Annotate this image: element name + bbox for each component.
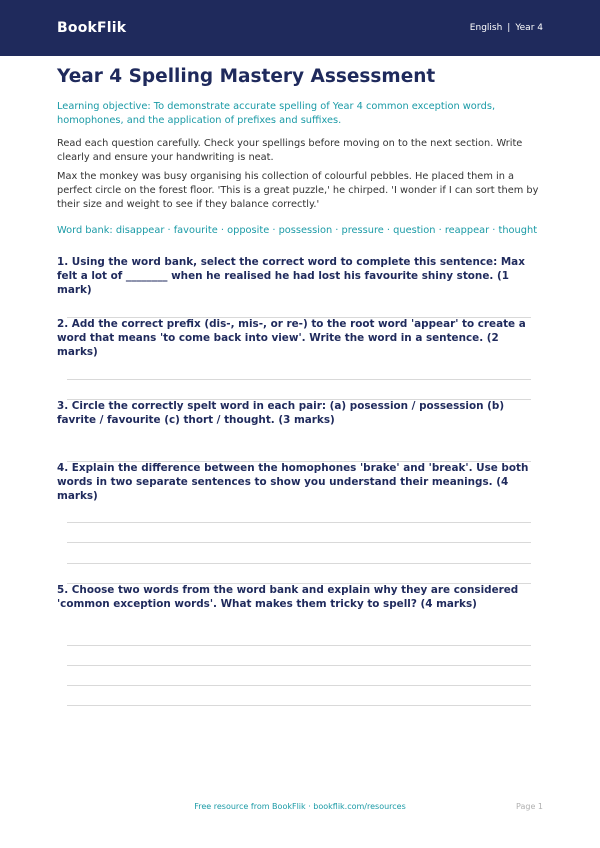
instructions-text: Read each question carefully. Check your spellings before moving on to the next section. Write clearly and ensure your handwriting is neat. <box>57 138 523 163</box>
page-title: Year 4 Spelling Mastery Assessment <box>57 66 436 87</box>
reading-passage: Max the monkey was busy organising his collection of colourful pebbles. He placed them in a perfect circle on the forest floor. 'This is a great puzzle,' he chirped. 'I wonder if I can sort them by their size and weight to see if they balance correctly.' <box>57 171 539 210</box>
year-label: Year 4 <box>515 23 543 33</box>
answer-line[interactable] <box>67 542 531 543</box>
question-3: 3. Circle the correctly spelt word in each pair: (a) posession / possession (b) favrite / favourite (c) thort / thought. (3 marks) <box>57 400 505 426</box>
answer-line[interactable] <box>67 665 531 666</box>
brand-logo[interactable]: BookFlik <box>57 20 127 36</box>
question-5: 5. Choose two words from the word bank and explain why they are considered 'common exception words'. What makes them tricky to spell? (4 marks) <box>57 584 519 610</box>
learning-objective: Learning objective: To demonstrate accurate spelling of Year 4 common exception words, homophones, and the application of prefixes and suffixes. <box>57 101 496 126</box>
word-bank: Word bank: disappear · favourite · opposite · possession · pressure · question · reappear · thought <box>57 225 538 236</box>
answer-line[interactable] <box>67 563 531 564</box>
subject-label: English <box>469 23 503 33</box>
subject-year-label <box>470 23 543 33</box>
page-number: Page 1 <box>516 802 543 811</box>
question-4: 4. Explain the difference between the homophones 'brake' and 'break'. Use both words in two separate sentences to show you understand their meanings. (4 marks) <box>57 462 529 502</box>
answer-line[interactable] <box>67 705 531 706</box>
answer-line[interactable] <box>67 685 531 686</box>
question-2: 2. Add the correct prefix (dis-, mis-, or re-) to the root word 'appear' to create a word that means 'to come back into view'. Write the word in a sentence. (2 marks) <box>57 318 526 358</box>
answer-line[interactable] <box>67 379 531 380</box>
footer-resource-link[interactable]: Free resource from BookFlik · bookflik.com/resources <box>194 802 406 811</box>
header-separator: | <box>507 23 511 33</box>
answer-line[interactable] <box>67 645 531 646</box>
site-header <box>0 0 600 56</box>
question-1: 1. Using the word bank, select the correct word to complete this sentence: Max felt a lot of ________ when he realised he had lost his favourite shiny stone. (1 mark) <box>57 256 525 296</box>
answer-line[interactable] <box>67 522 531 523</box>
